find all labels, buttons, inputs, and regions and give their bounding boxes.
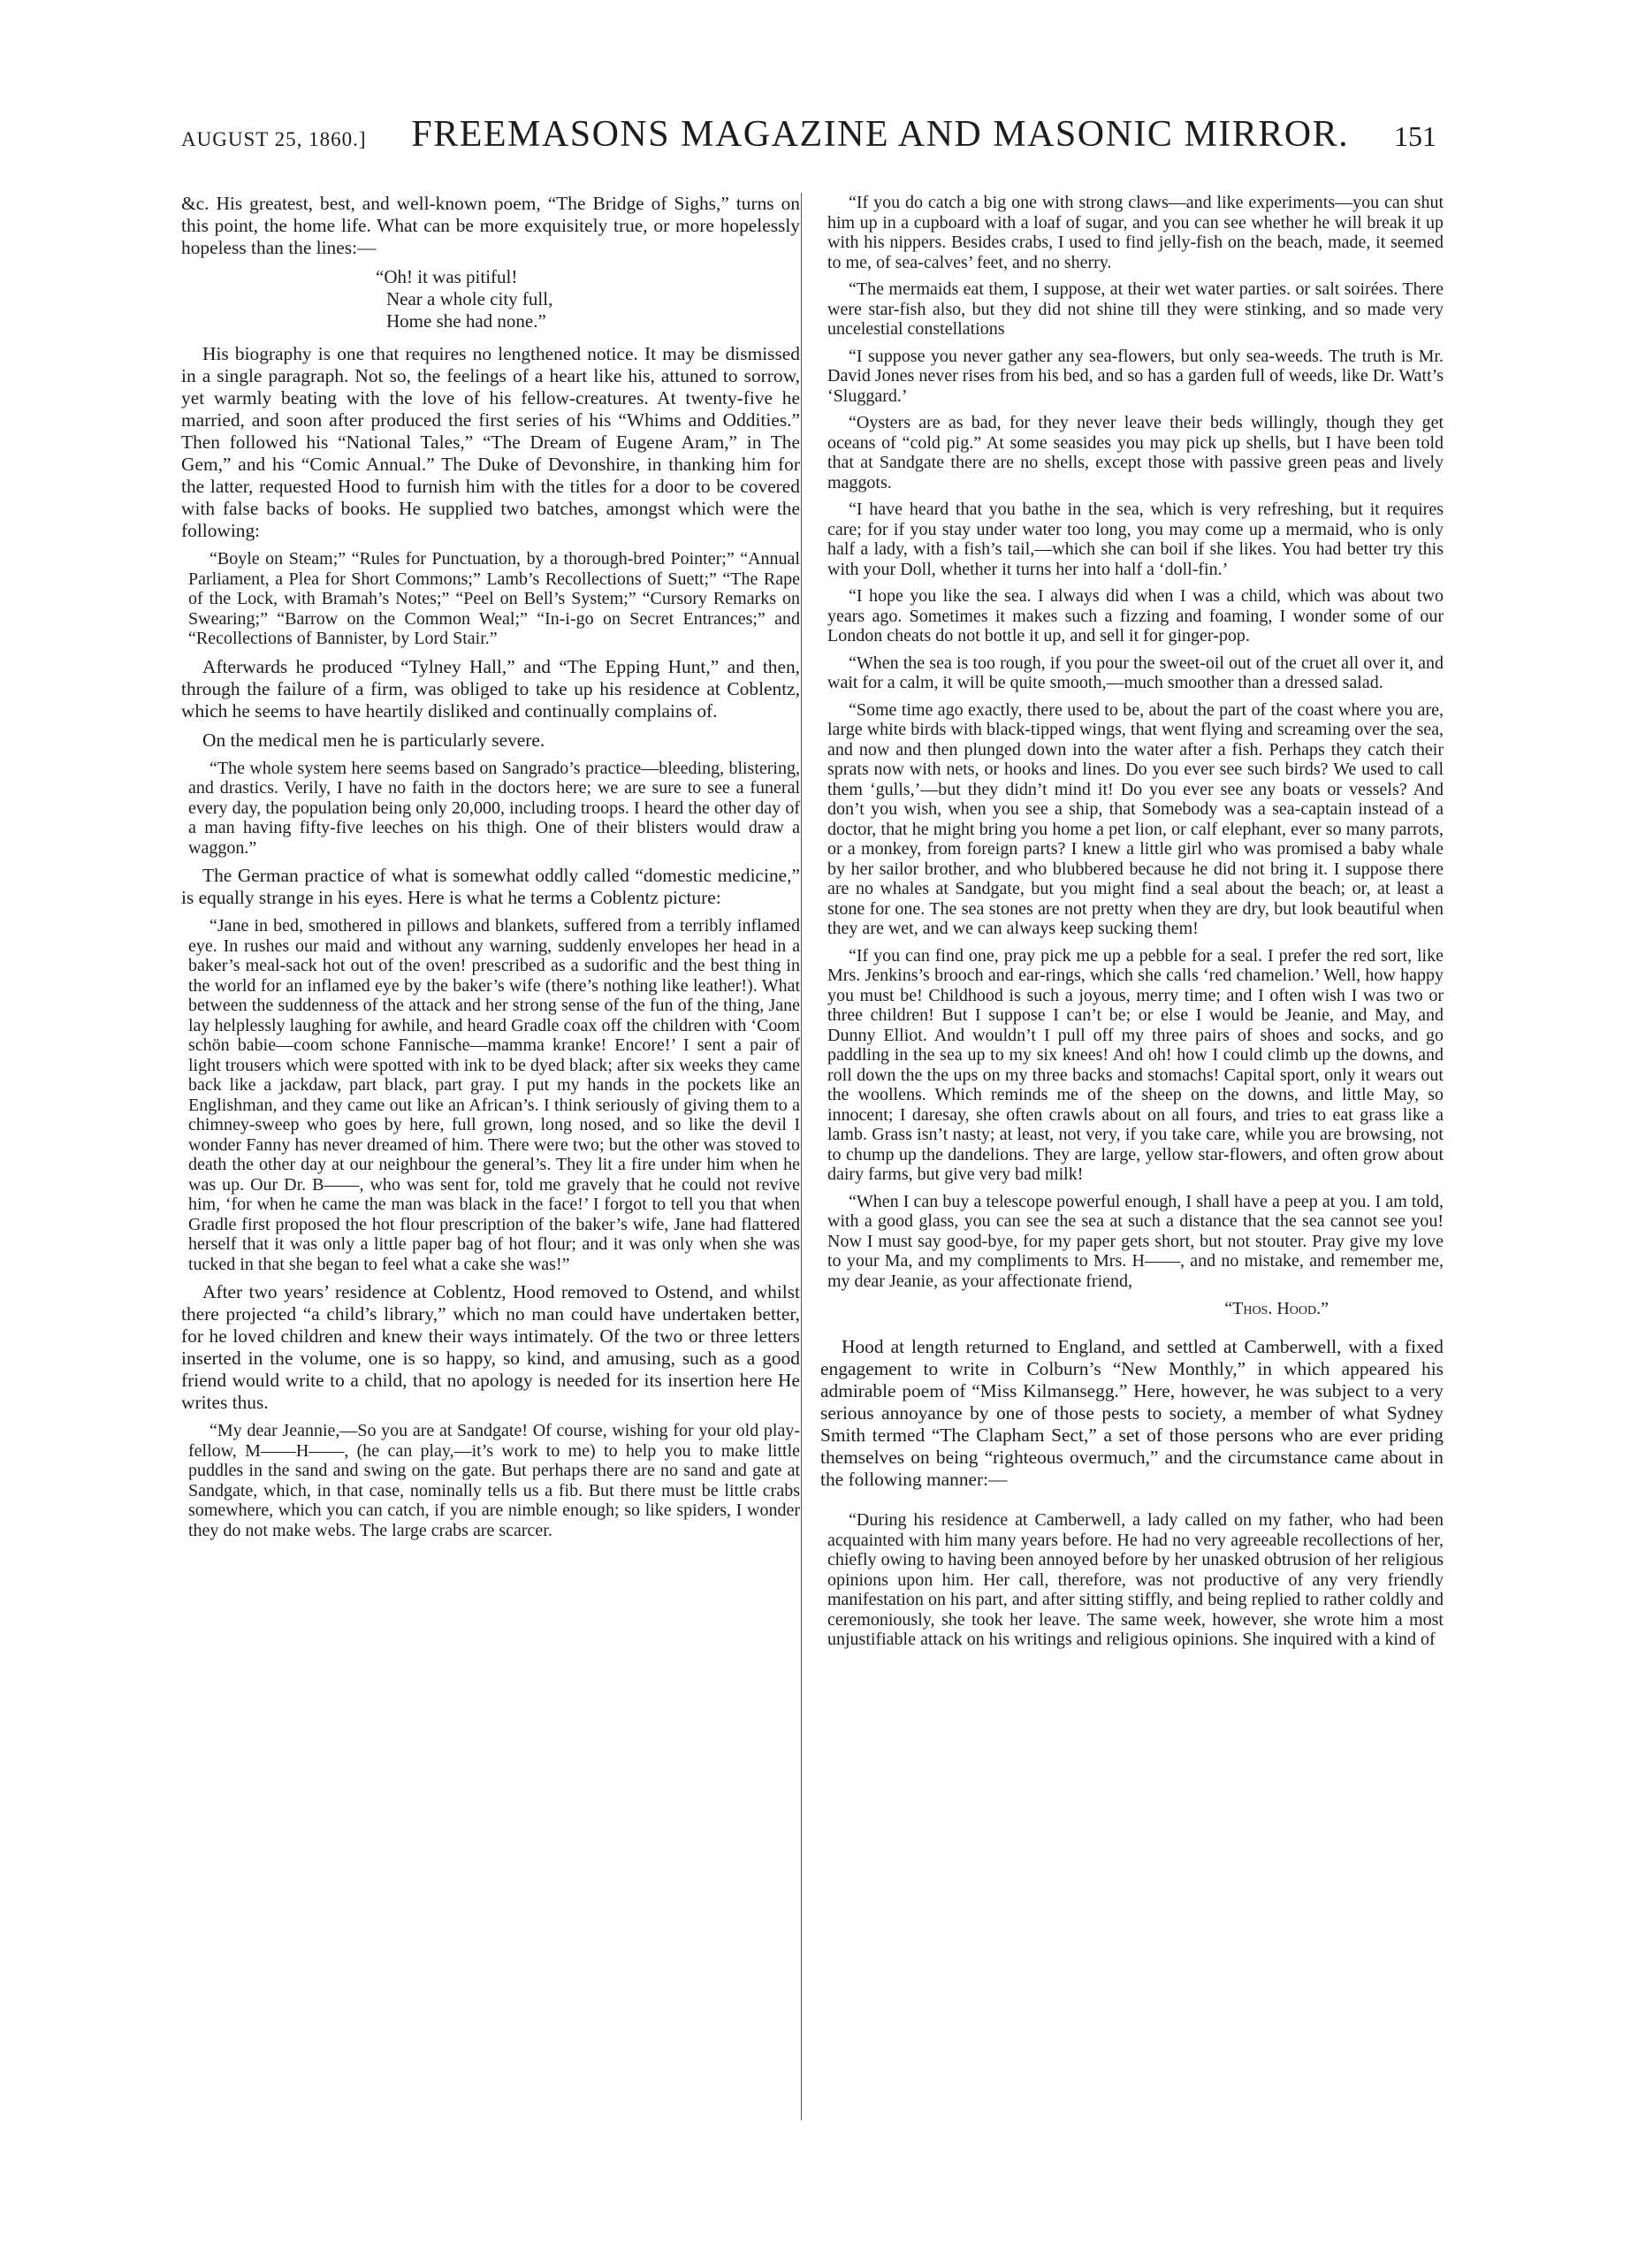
quoted-letter: “Some time ago exactly, there used to be, about the part of the coast where you are, large white birds with black-tipped wings, that went flying and screaming over the sea, and now and then plunged down into the water after a fish. Perhaps they catch their sprats now with nets, or hooks and lines. Do you ever see such birds? We used to call them ‘gulls,’—but they didn’t mind it! Do you ever see any boats or vessels? And don’t you wish, when you see a ship, that Somebody was a sea-captain instead of a doctor, that he might bring you home a pet lion, or calf elephant, ever so many parrots, or a monkey, from foreign parts? I knew a little girl who was promised a baby whale by her sailor brother, and who blubbered because he did not bring it. I suppose there are no whales at Sandgate, but you might find a seal about the beach; or, at least a stone for one. The sea stones are not pretty when they are dry, but look beautiful when they are wet, and we can always keep sucking them! <box>827 699 1444 938</box>
quoted-letter: “My dear Jeannie,—So you are at Sandgate! Of course, wishing for your old play-fellow, M——H——, (he can play,—it’s work to me) to help you to make little puddles in the sand and swing on the gate. But perhaps there are no sand and gate at Sandgate, which, in that case, nominally tells us a fib. But there must be little crabs somewhere, which you can catch, if you are nimble enough; so like spiders, I wonder they do not make webs. The large crabs are scarcer. <box>188 1421 800 1540</box>
paragraph: Afterwards he produced “Tylney Hall,” and “The Epping Hunt,” and then, through the failure of a firm, was obliged to take up his residence at Coblentz, which he seems to have heartily disliked and continually complains of. <box>181 655 800 722</box>
poem-line: “Oh! it was pitiful! <box>376 266 518 287</box>
right-column <box>820 193 1444 1657</box>
letter-signature: “Thos. Hood.” <box>1224 1299 1329 1318</box>
quoted-letter: “Jane in bed, smothered in pillows and blankets, suffered from a terribly inflamed eye. In rushes our maid and without any warning, suddenly envelopes her head in a baker’s meal-sack hot out of the oven! prescribed as a sudorific and the best thing in the world for an inflamed eye by the baker’s wife (there’s nothing like leather!). What between the suddenness of the attack and her strong sense of the fun of the thing, Jane lay helplessly laughing for awhile, and heard Gradle coax off the children with ‘Coom schön babie—coom schone Fannische—mamma kranke! Encore!’ I sent a pair of light trousers which were spotted with ink to be dyed black; after six weeks they came back like a jackdaw, part black, part gray. I put my hands in the pockets like an Englishman, and they came out like an African’s. I think seriously of giving them to a chimney-sweep who goes by here, full grown, long nosed, and so like the devil I wonder Fanny has never dreamed of him. There were two; but the other was stoved to death the other day at our neighbour the general’s. They lit a fire under him when he was up. Our Dr. B——, who was sent for, told me gravely that he could not revive him, ‘for when he came the man was black in the face!’ I forgot to tell you that when Gradle first proposed the hot flour prescription of the baker’s wife, Jane had flattered herself that it was only a little paper bag of hot flour; and it was only when she was tucked in that she began to feel what a cake she was!” <box>188 916 800 1274</box>
poem-quote <box>376 266 800 332</box>
quoted-letter: “During his residence at Camberwell, a lady called on my father, who had been acquainted with him many years before. He had no very agreeable recollections of her, chiefly owing to having been annoyed before by her unasked obtrusion of her religious opinions upon him. Her call, therefore, was not productive of any very friendly manifestation on his part, and after sitting stiffly, and being replied to rather coldly and ceremoniously, she took her leave. The same week, however, she wrote him a most unjustifiable attack on his writings and religious opinions. She inquired with a kind of <box>827 1510 1444 1649</box>
paragraph: His biography is one that requires no lengthened notice. It may be dismissed in a single paragraph. Not so, the feelings of a heart like his, attuned to sorrow, yet warmly beating with the love of his fellow-creatures. At twenty-five he married, and soon after produced the first series of his “Whims and Oddities.” Then followed his “National Tales,” “The Dream of Eugene Aram,” in The Gem,” and his “Comic Annual.” The Duke of Devonshire, in thanking him for the latter, requested Hood to furnish him with the titles for a door to be covered with false backs of books. He supplied two batches, amongst which were the following: <box>181 343 800 541</box>
quoted-letter: “I suppose you never gather any sea-flowers, but only sea-weeds. The truth is Mr. David Jones never rises from his bed, and so has a garden full of weeds, like Dr. Watt’s ‘Sluggard.’ <box>827 346 1444 406</box>
quoted-letter: “The whole system here seems based on Sangrado’s practice—bleeding, blistering, and drastics. Verily, I have no faith in the doctors here; we are sure to see a funeral every day, the population being only 20,000, including troops. I heard the other day of a man having fifty-five leeches on his thigh. One of their blisters would draw a waggon.” <box>188 758 800 858</box>
left-column <box>181 193 800 1547</box>
quoted-titles: “Boyle on Steam;” “Rules for Punctuation, by a thorough-bred Pointer;” “Annual Parliament, a Plea for Short Commons;” Lamb’s Recollections of Suett;” “The Rape of the Lock, with Bramah’s Notes;” “Peel on Bell’s System;” “Cursory Remarks on Swearing;” “Barrow on the Common Weal;” “In-i-go on Secret Entrances;” and “Recollections of Bannister, by Lord Stair.” <box>188 549 800 648</box>
poem-line: Near a whole city full, <box>386 288 553 309</box>
poem-line: Home she had none.” <box>386 310 546 332</box>
issue-date: AUGUST 25, 1860.] <box>181 128 367 150</box>
paragraph: After two years’ residence at Coblentz, Hood removed to Ostend, and whilst there projected “a child’s library,” which no man could have undertaken better, for he loved children and knew their ways intimately. Of the two or three letters inserted in the volume, one is so happy, so kind, and amusing, such as a good friend would write to a child, that no apology is needed for its insertion here He writes thus. <box>181 1281 800 1413</box>
quoted-letter: “If you can find one, pray pick me up a pebble for a seal. I prefer the red sort, like Mrs. Jenkins’s brooch and ear-rings, which she calls ‘red chamelion.’ Well, how happy you must be! Childhood is such a joyous, merry time; and I often wish I was two or three children! But I suppose I can’t be; or else I would be Jeanie, and May, and Dunny Elliot. And wouldn’t I pull off my three pairs of shoes and socks, and go paddling in the sea up to my six knees! And oh! how I could climb up the downs, and roll down the the ups on my three backs and stomachs! Capital sport, only it wears out the woollens. Which reminds me of the sheep on the downs, and little May, so innocent; I daresay, she often crawls about on all fours, and tries to eat grass like a lamb. Grass isn’t nasty; at least, not very, if you take care, while you are browsing, not to chump up the dandelions. They are large, yellow star-flowers, and often grow about dairy farms, but give very bad milk! <box>827 945 1444 1184</box>
spacer <box>820 1498 1444 1510</box>
quoted-letter: “When the sea is too rough, if you pour the sweet-oil out of the cruet all over it, and wait for a calm, it will be quite smooth,—much smoother than a dressed salad. <box>827 653 1444 692</box>
paragraph: Hood at length returned to England, and settled at Camberwell, with a fixed engagement to write in Colburn’s “New Monthly,” in which appeared his admirable poem of “Miss Kilmansegg.” Here, however, he was subject to a very serious annoyance by one of those pests to society, a member of what Sydney Smith termed “The Clapham Sect,” a set of those persons who are ever priding themselves on being “righteous overmuch,” and the circumstance came about in the following manner:— <box>820 1336 1444 1490</box>
quoted-letter: “The mermaids eat them, I suppose, at their wet water parties. or salt soirées. There were star-fish also, but they did not shine till they were stinking, and so made very uncelestial constellations <box>827 279 1444 339</box>
quoted-letter: “When I can buy a telescope powerful enough, I shall have a peep at you. I am told, with a good glass, you can see the sea at such a distance that the sea cannot see you! Now I must say good-bye, for my paper gets short, but not stouter. Pray give my love to your Ma, and my compliments to Mrs. H——, and no mistake, and remember me, my dear Jeanie, as your affectionate friend, <box>827 1191 1444 1291</box>
paragraph: &c. His greatest, best, and well-known poem, “The Bridge of Sighs,” turns on this point, the home life. What can be more exquisitely true, or more hopelessly hopeless than the lines:— <box>181 193 800 258</box>
paragraph: On the medical men he is particularly severe. <box>202 729 545 751</box>
page-number: 151 <box>1394 120 1436 152</box>
quoted-letter: “I have heard that you bathe in the sea, which is very refreshing, but it requires care; for if you stay under water too long, you may come up a mermaid, who is only half a lady, with a fish’s tail,—which she can boil if she likes. You had better try this with your Doll, whether it turns her into half a ‘doll-fin.’ <box>827 500 1444 579</box>
magazine-title: FREEMASONS MAGAZINE AND MASONIC MIRROR. <box>411 114 1350 155</box>
quoted-letter: “Oysters are as bad, for they never leave their beds willingly, though they get oceans of “cold pig.” At some seasides you may pick up shells, but I have been told that at Sandgate there are no shells, except those with passive green peas and lively maggots. <box>827 413 1444 493</box>
column-divider <box>801 193 802 2120</box>
quoted-letter: “I hope you like the sea. I always did when I was a child, which was about two years ago. Sometimes it makes such a fizzing and foaming, I wonder some of our London cheats do not bottle it up, and sell it for ginger-pop. <box>827 586 1444 645</box>
running-header <box>181 113 1436 168</box>
quoted-letter: “If you do catch a big one with strong claws—and like experiments—you can shut him up in a cupboard with a loaf of sugar, and you can see whether he will break it up with his nippers. Besides crabs, I used to find jelly-fish on the beach, made, it seemed to me, of sea-calves’ feet, and no sherry. <box>827 193 1444 272</box>
paragraph: The German practice of what is somewhat oddly called “domestic medicine,” is equally strange in his eyes. Here is what he terms a Coblentz picture: <box>181 865 800 908</box>
